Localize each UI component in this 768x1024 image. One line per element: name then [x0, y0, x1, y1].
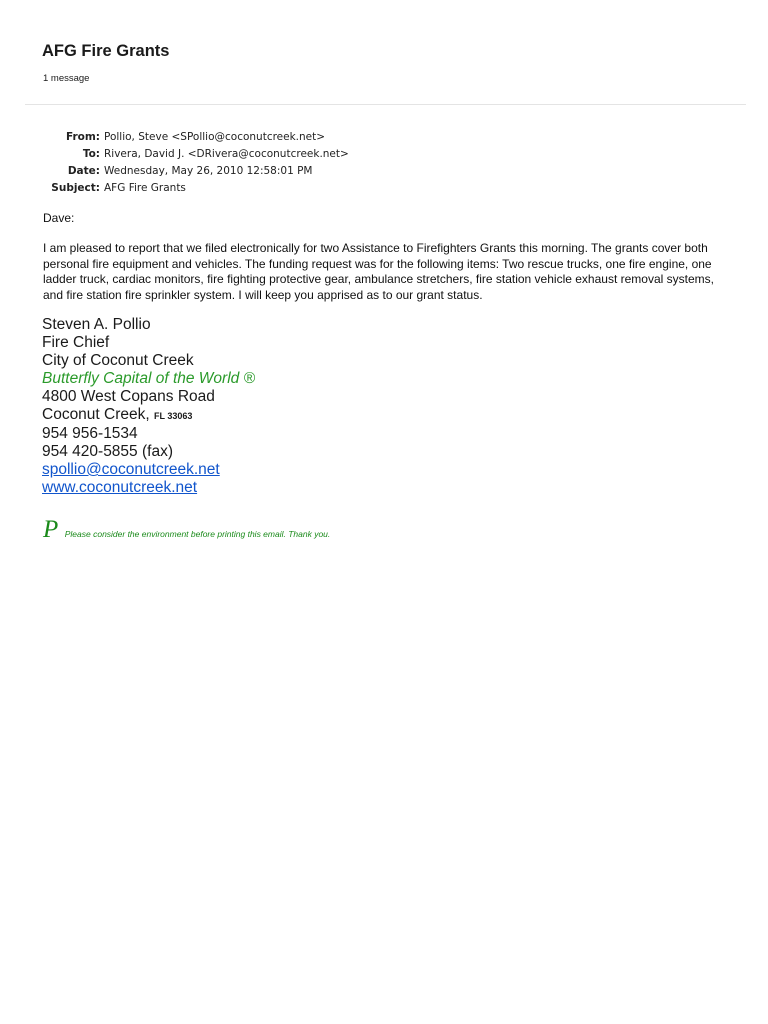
- date-label: Date:: [67, 165, 100, 177]
- subject-value: AFG Fire Grants: [104, 182, 186, 194]
- signature-website-link[interactable]: www.coconutcreek.net: [42, 479, 198, 496]
- signature-address: 4800 West Copans Road: [42, 388, 215, 405]
- email-subject-title: AFG Fire Grants: [42, 42, 170, 60]
- date-value: Wednesday, May 26, 2010 12:58:01 PM: [104, 165, 313, 177]
- signature-name: Steven A. Pollio: [42, 316, 151, 333]
- signature-title: Fire Chief: [42, 334, 110, 351]
- email-headers: [40, 129, 349, 197]
- from-row: [40, 129, 349, 146]
- from-value: Pollio, Steve <SPollio@coconutcreek.net>: [104, 131, 326, 143]
- email-greeting: Dave:: [43, 211, 75, 225]
- from-label: From:: [65, 131, 100, 143]
- message-count: 1 message: [43, 73, 90, 84]
- signature-org: City of Coconut Creek: [42, 352, 194, 369]
- signature-city-line: [42, 406, 255, 425]
- to-value: Rivera, David J. <DRivera@coconutcreek.net>: [104, 148, 349, 160]
- subject-label: Subject:: [51, 182, 100, 194]
- email-body-paragraph: I am pleased to report that we filed electronically for two Assistance to Firefighters Grants this morning. The grants cover both personal fire equipment and vehicles. The funding request was for the following items: Two rescue trucks, one fire engine, one ladder truck, cardiac monitors, fire fighting protective gear, ambulance stretchers, fire station vehicle exhaust removal systems, and fire station fire sprinkler system. I will keep you apprised as to our grant status.: [43, 241, 714, 302]
- signature-fax: 954 420-5855 (fax): [42, 443, 173, 460]
- to-label: To:: [82, 148, 100, 160]
- signature-email-link[interactable]: spollio@coconutcreek.net: [42, 461, 220, 478]
- signature-city: Coconut Creek,: [42, 406, 150, 423]
- signature-state-zip: FL 33063: [154, 411, 193, 421]
- header-divider: [25, 104, 746, 105]
- to-row: [40, 146, 349, 163]
- signature-slogan: Butterfly Capital of the World ®: [42, 370, 256, 387]
- environment-note-text: Please consider the environment before printing this email. Thank you.: [64, 529, 331, 539]
- environment-note: [43, 516, 330, 544]
- date-row: [40, 163, 349, 180]
- signature-phone: 954 956-1534: [42, 425, 138, 442]
- subject-row: [40, 180, 349, 197]
- leaf-icon: P: [43, 516, 59, 543]
- email-signature: [42, 316, 255, 497]
